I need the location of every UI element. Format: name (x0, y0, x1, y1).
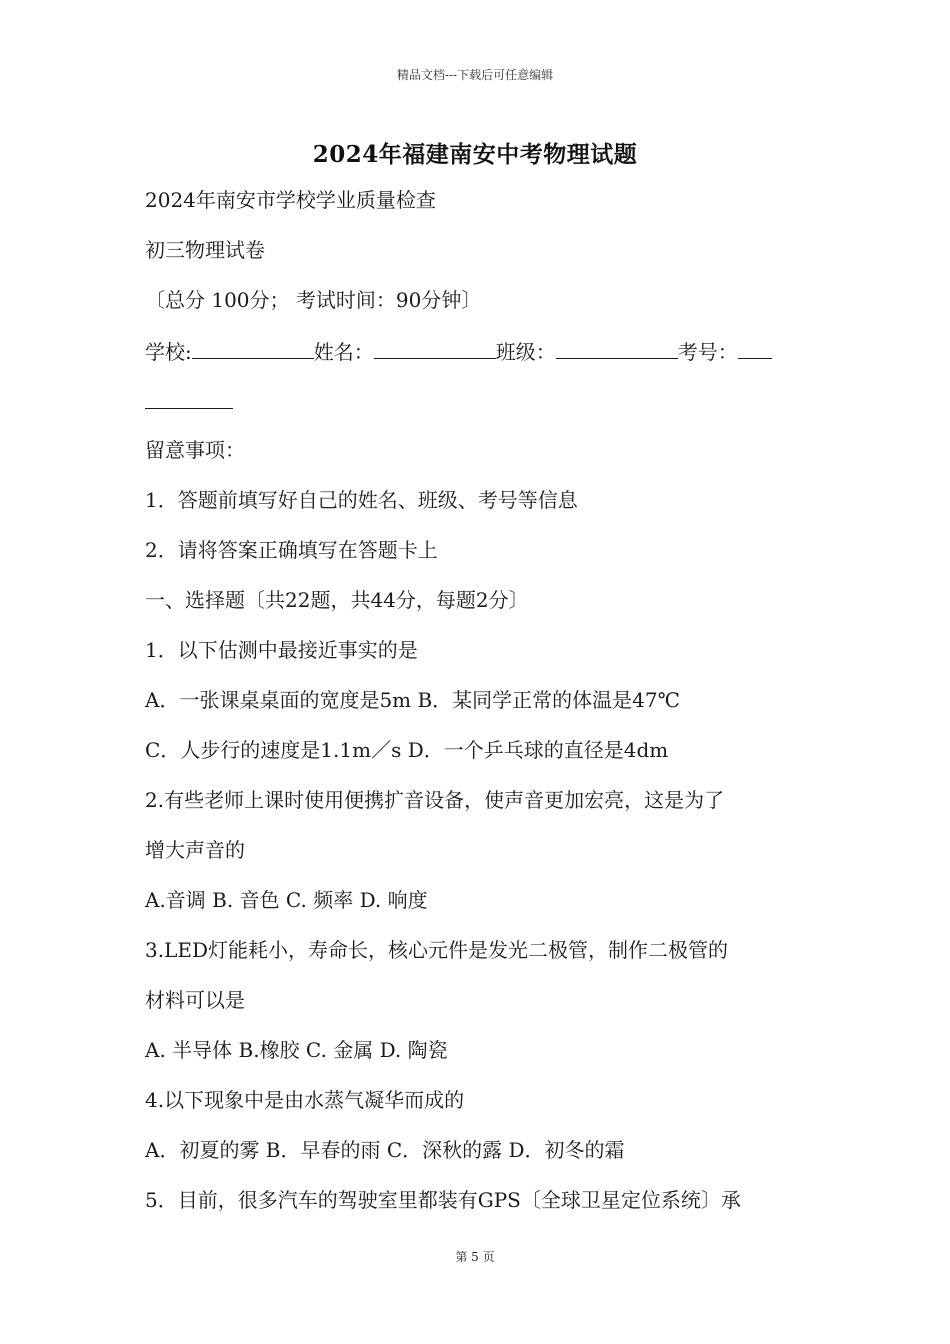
class-label: 班级： (495, 340, 556, 364)
question-stem: 3.LED灯能耗小，寿命长，核心元件是发光二极管，制作二极管的 (145, 938, 728, 962)
question-options: A．一张课桌桌面的宽度是5m B．某同学正常的体温是47℃ (145, 688, 681, 712)
class-blank (556, 340, 678, 359)
question-stem: 材料可以是 (145, 988, 245, 1012)
school-blank (192, 340, 314, 359)
name-label: 姓名： (313, 340, 374, 364)
notice-item: 2．请将答案正确填写在答题卡上 (145, 538, 438, 562)
question-stem: 2.有些老师上课时使用便携扩音设备，使声音更加宏亮，这是为了 (145, 788, 725, 812)
document-title: 2024年福建南安中考物理试题 (312, 141, 638, 168)
number-label: 考号： (677, 340, 738, 364)
school-label: 学校: (145, 340, 192, 364)
question-stem: 4.以下现象中是由水蒸气凝华而成的 (145, 1088, 465, 1112)
question-options: A. 半导体 B.橡胶 C. 金属 D. 陶瓷 (145, 1038, 448, 1062)
question-stem: 增大声音的 (145, 838, 245, 862)
name-blank (374, 340, 496, 359)
question-options: C．人步行的速度是1.1m／s D．一个乒乓球的直径是4dm (145, 738, 669, 762)
student-info-fields (145, 340, 772, 364)
header-note: 精品文档---下载后可任意编辑 (396, 68, 554, 82)
question-options: A．初夏的雾 B．早春的雨 C．深秋的露 D．初冬的霜 (145, 1138, 625, 1162)
notice-item: 1．答题前填写好自己的姓名、班级、考号等信息 (145, 488, 578, 512)
section-heading: 一、选择题〔共22题，共44分，每题2分〕 (145, 588, 529, 612)
exam-subtitle: 2024年南安市学校学业质量检查 (145, 188, 436, 212)
question-options: A.音调 B. 音色 C. 频率 D. 响度 (145, 888, 428, 912)
number-blank (738, 340, 772, 359)
notice-heading: 留意事项： (145, 438, 245, 462)
number-blank-tail (145, 390, 233, 409)
exam-info: 〔总分 100分； 考试时间：90分钟〕 (145, 288, 482, 312)
question-stem: 1．以下估测中最接近事实的是 (145, 638, 418, 662)
question-stem: 5．目前，很多汽车的驾驶室里都装有GPS〔全球卫星定位系统〕承 (145, 1188, 741, 1212)
number-blank-continued (145, 390, 233, 414)
page-number: 第 5 页 (455, 1250, 495, 1264)
paper-name: 初三物理试卷 (145, 238, 265, 262)
